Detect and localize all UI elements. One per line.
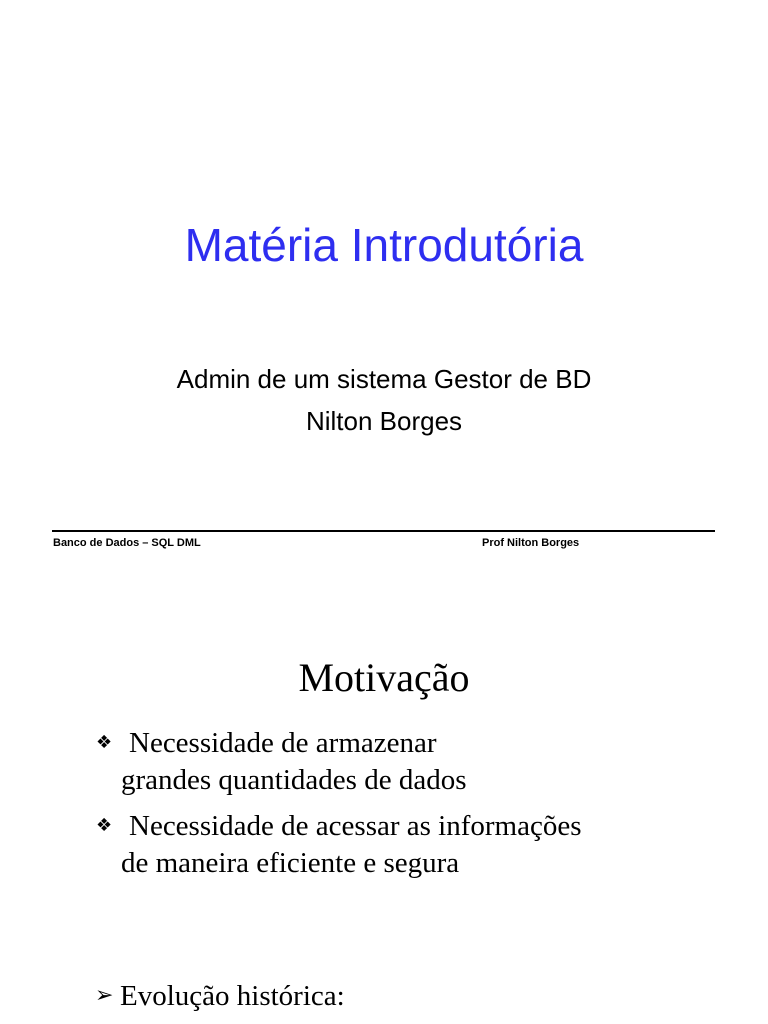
slide-title: Matéria Introdutória <box>184 219 584 271</box>
subtitle-author: Nilton Borges <box>305 406 463 436</box>
history-item: Evolução histórica: <box>120 980 345 1012</box>
bullet-1-line-1: Necessidade de armazenar <box>129 727 437 759</box>
bullet-1-line-2: grandes quantidades de dados <box>121 764 467 796</box>
arrowhead-bullet-icon: ➢ <box>95 983 114 1008</box>
bullet-2-line-2: de maneira eficiente e segura <box>121 847 460 879</box>
footer-course-label: Banco de Dados – SQL DML <box>53 537 201 549</box>
section-title: Motivação <box>298 655 470 700</box>
diamond-bullet-icon: ❖ <box>96 732 113 753</box>
bullet-2-line-1: Necessidade de acessar as informações <box>129 810 582 842</box>
subtitle-course: Admin de um sistema Gestor de BD <box>176 364 592 394</box>
diamond-bullet-icon: ❖ <box>96 815 113 836</box>
footer-divider <box>52 530 715 532</box>
footer-author-label: Prof Nilton Borges <box>482 537 580 549</box>
